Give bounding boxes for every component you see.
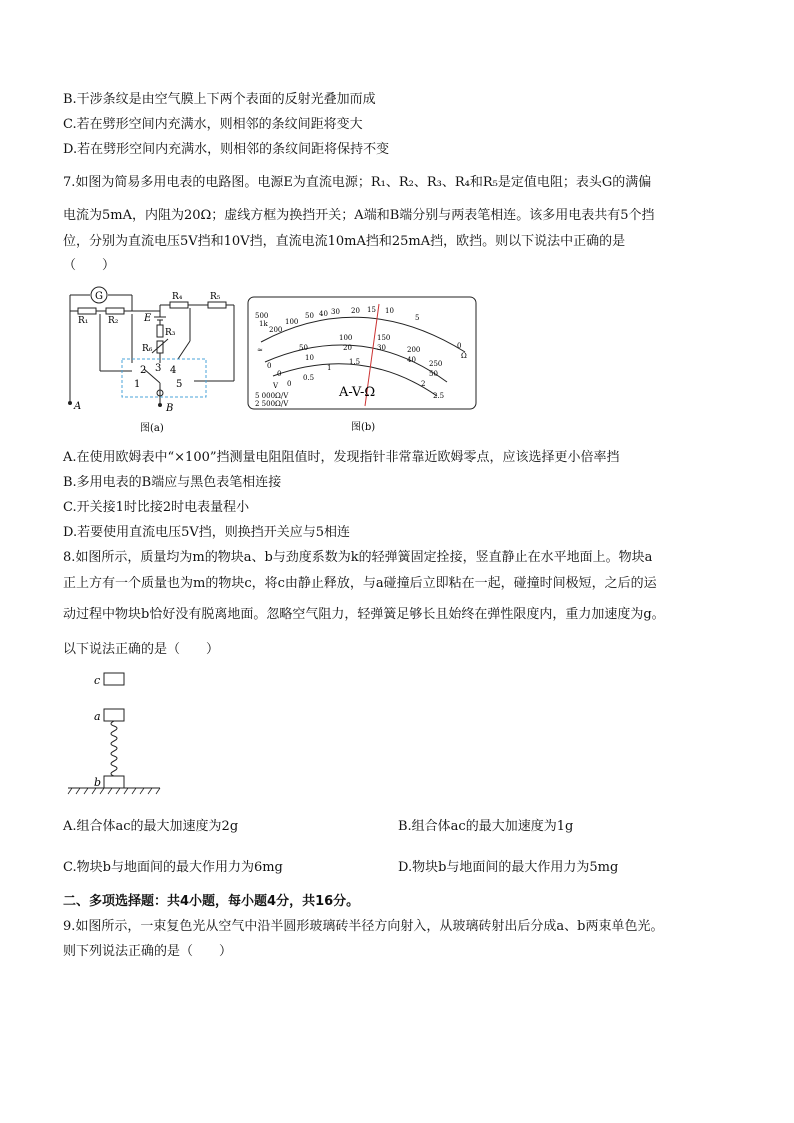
label-r2: R₂ [108, 316, 119, 326]
ac-tick-2: 2 [421, 380, 426, 388]
dc-a-tick-200: 200 [407, 346, 421, 354]
figure-b-caption: 图(b) [351, 422, 376, 433]
dc-b-tick-30: 30 [377, 344, 386, 352]
ohm-tick-500: 500 [255, 312, 269, 320]
q8-stem-line4: 以下说法正确的是（ ） [63, 642, 220, 657]
ohm-tick-5: 5 [415, 314, 420, 322]
q7-figure-b-meter-dial [247, 296, 477, 436]
ac-tick-1-5: 1.5 [349, 358, 361, 366]
q8-figure-spring-blocks [66, 668, 166, 800]
q9-stem-line2: 则下列说法正确的是（ ） [63, 944, 233, 959]
galvanometer-label: G [95, 291, 103, 302]
q7-option-a: A.在使用欧姆表中“×100”挡测量电阻阻值时，发现指针非常靠近欧姆零点，应该选择更小倍率挡 [63, 450, 620, 465]
label-r6: R₆ [142, 344, 153, 354]
q7-option-d: D.若要使用直流电压5V挡，则换挡开关应与5相连 [63, 525, 351, 540]
label-r1: R₁ [78, 316, 89, 326]
dc-a-tick-0: 0 [267, 362, 272, 370]
q7-stem-line1: 7.如图为简易多用电表的电路图。电源E为直流电源；R₁、R₂、R₃、R₄和R₅是定值电阻；表头G的满偏 [63, 175, 652, 190]
q7-stem-line3: 位，分别为直流电压5V挡和10V挡，直流电流10mA挡和25mA挡，欧挡。则以下说法中正确的是 [63, 234, 626, 249]
label-r5: R₅ [210, 292, 221, 302]
switch-pos-3: 3 [155, 363, 162, 374]
ohm-tick-20: 20 [351, 307, 360, 315]
q6-option-c: C.若在劈形空间内充满水，则相邻的条纹间距将变大 [63, 117, 363, 132]
block-b-label: b [94, 776, 102, 789]
q8-option-d: D.物块b与地面间的最大作用力为5mg [398, 860, 619, 875]
switch-pos-5: 5 [176, 379, 183, 390]
dc-b-tick-40: 40 [407, 356, 416, 364]
terminal-a-label: A [74, 401, 82, 412]
volt-unit: V [273, 382, 279, 390]
switch-pos-2: 2 [140, 365, 147, 376]
ohm-tick-15: 15 [367, 306, 376, 314]
q8-stem-line1: 8.如图所示，质量均为m的物块a、b与劲度系数为k的轻弹簧固定拴接，竖直静止在水平地面上。物块a [63, 550, 653, 565]
q7-option-c: C.开关接1时比接2时电表量程小 [63, 500, 250, 515]
ac-tick-1: 1 [327, 364, 332, 372]
block-a-label: a [94, 710, 101, 723]
figure-a-caption: 图(a) [140, 423, 164, 434]
section-2-heading: 二、多项选择题：共4小题，每小题4分，共16分。 [63, 894, 360, 909]
terminal-b-label: B [166, 403, 174, 414]
dc-a-tick-250: 250 [429, 360, 443, 368]
label-e: E [144, 313, 152, 324]
dc-a-tick-50: 50 [299, 344, 308, 352]
meter-spec-ac: 2 500Ω/V [255, 400, 289, 408]
ohm-tick-0: 0 [457, 342, 462, 350]
ac-tick-0-5: 0.5 [303, 374, 315, 382]
label-r4: R₄ [172, 292, 183, 302]
ohm-tick-30: 30 [331, 308, 340, 316]
q9-stem-line1: 9.如图所示，一束复色光从空气中沿半圆形玻璃砖半径方向射入，从玻璃砖射出后分成a、b两束单色光。 [63, 919, 664, 934]
ac-tick-2-5: 2.5 [433, 392, 445, 400]
q7-figure-a-circuit [60, 283, 240, 438]
ohm-tick-1k: 1k [259, 320, 268, 328]
ac-tick-0: 0 [287, 380, 292, 388]
q8-stem-line3: 动过程中物块b恰好没有脱离地面。忽略空气阻力，轻弹簧足够长且始终在弹性限度内，重力加速度为g。 [63, 607, 665, 622]
dc-b-tick-20: 20 [343, 344, 352, 352]
ohm-tick-40: 40 [319, 310, 328, 318]
meter-title: A-V-Ω [339, 385, 376, 400]
meter-spec-dc: 5 000Ω/V [255, 392, 289, 400]
ac-symbol: ≈ [257, 346, 263, 354]
block-c-label: c [94, 674, 101, 687]
q7-stem-line2: 电流为5mA，内阻为20Ω；虚线方框为换挡开关；A端和B端分别与两表笔相连。该多用电表共有5个挡 [63, 208, 655, 223]
q7-option-b: B.多用电表的B端应与黑色表笔相连接 [63, 475, 282, 490]
q6-option-d: D.若在劈形空间内充满水，则相邻的条纹间距将保持不变 [63, 142, 390, 157]
ohm-unit: Ω [461, 352, 467, 360]
switch-pos-1: 1 [134, 379, 141, 390]
dc-a-tick-150: 150 [377, 334, 391, 342]
ohm-tick-50: 50 [305, 312, 314, 320]
dc-b-tick-50: 50 [429, 370, 438, 378]
q7-answer-blank: （ ） [63, 258, 116, 273]
switch-pos-4: 4 [170, 365, 177, 376]
q8-option-c: C.物块b与地面间的最大作用力为6mg [63, 860, 283, 875]
q8-stem-line2: 正上方有一个质量也为m的物块c，将c由静止释放，与a碰撞后立即粘在一起，碰撞时间极短，之后的运 [63, 576, 657, 591]
q8-option-a: A.组合体ac的最大加速度为2g [63, 819, 239, 834]
ohm-tick-200: 200 [269, 326, 283, 334]
dc-b-tick-0: 0 [277, 370, 282, 378]
q8-option-b: B.组合体ac的最大加速度为1g [398, 819, 574, 834]
dc-b-tick-10: 10 [305, 354, 314, 362]
dc-a-tick-100: 100 [339, 334, 353, 342]
label-r3: R₃ [165, 328, 176, 338]
ohm-tick-10: 10 [385, 307, 394, 315]
q6-option-b: B.干涉条纹是由空气膜上下两个表面的反射光叠加而成 [63, 92, 376, 107]
ohm-tick-100: 100 [285, 318, 299, 326]
